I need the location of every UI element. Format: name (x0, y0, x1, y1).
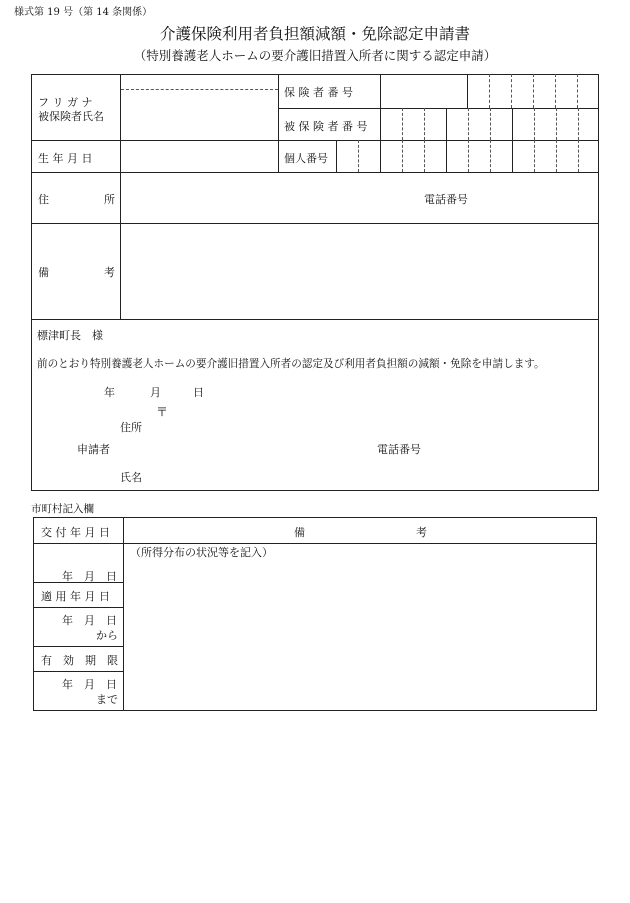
insured-name-field[interactable] (122, 91, 276, 139)
municipal-section-label: 市町村記入欄 (31, 503, 94, 515)
issue-date-label: 交 付 年 月 日 (41, 526, 110, 539)
furigana-field[interactable] (122, 76, 276, 88)
municipal-remarks-header-2: 考 (416, 526, 427, 539)
validity-until-suffix: まで (96, 693, 118, 706)
validity-label: 有 効 期 限 (41, 654, 118, 667)
birthdate-label: 生 年 月 日 (38, 152, 93, 165)
phone-label: 電話番号 (424, 193, 468, 206)
page-subtitle: （特別養護老人ホームの要介護旧措置入所者に関する認定申請） (133, 48, 497, 63)
validity-ymd: 年 月 日 (62, 678, 117, 691)
personal-number-label: 個人番号 (284, 152, 328, 165)
insured-number-field[interactable] (381, 109, 598, 139)
applicant-address-label: 住所 (120, 421, 142, 434)
insured-name-label: 被保険者氏名 (38, 110, 104, 123)
insurer-number-label: 保 険 者 番 号 (284, 86, 353, 99)
remarks-label-1: 備 (38, 266, 49, 279)
insurer-number-field[interactable] (468, 76, 598, 107)
apply-from-suffix: から (96, 629, 118, 642)
applicant-label: 申請者 (77, 443, 110, 456)
applicant-name-label: 氏名 (120, 471, 142, 484)
remarks-label-2: 考 (104, 266, 115, 279)
apply-date-label: 適 用 年 月 日 (41, 590, 110, 603)
phone-field[interactable] (476, 173, 598, 222)
birthdate-field[interactable] (122, 141, 276, 171)
page-title: 介護保険利用者負担額減額・免除認定申請書 (159, 25, 470, 43)
personal-number-field[interactable] (337, 141, 598, 171)
furigana-label: フ リ ガ ナ (38, 96, 93, 109)
addressee: 標津町長 様 (37, 329, 103, 342)
issue-date-ymd: 年 月 日 (62, 570, 117, 583)
apply-date-ymd: 年 月 日 (62, 614, 117, 627)
address-label-2: 所 (104, 193, 115, 206)
postal-mark: 〒 (156, 405, 169, 419)
application-statement: 前のとおり特別養護老人ホームの要介護旧措置入所者の認定及び利用者負担額の減額・免除を申請します。 (37, 358, 545, 370)
address-label-1: 住 (38, 193, 49, 206)
form-number: 様式第 19 号（第 14 条関係） (14, 7, 153, 18)
remarks-field[interactable] (122, 224, 598, 318)
date-year-label: 年 (104, 386, 115, 399)
insured-number-label: 被 保 険 者 番 号 (284, 120, 368, 133)
applicant-phone-label: 電話番号 (377, 443, 421, 456)
date-day-label: 日 (193, 386, 204, 399)
address-field[interactable] (122, 173, 417, 222)
remarks-note: （所得分布の状況等を記入） (130, 546, 273, 559)
municipal-remarks-field[interactable] (125, 560, 595, 709)
municipal-remarks-header-1: 備 (294, 526, 305, 539)
date-month-label: 月 (150, 386, 161, 399)
